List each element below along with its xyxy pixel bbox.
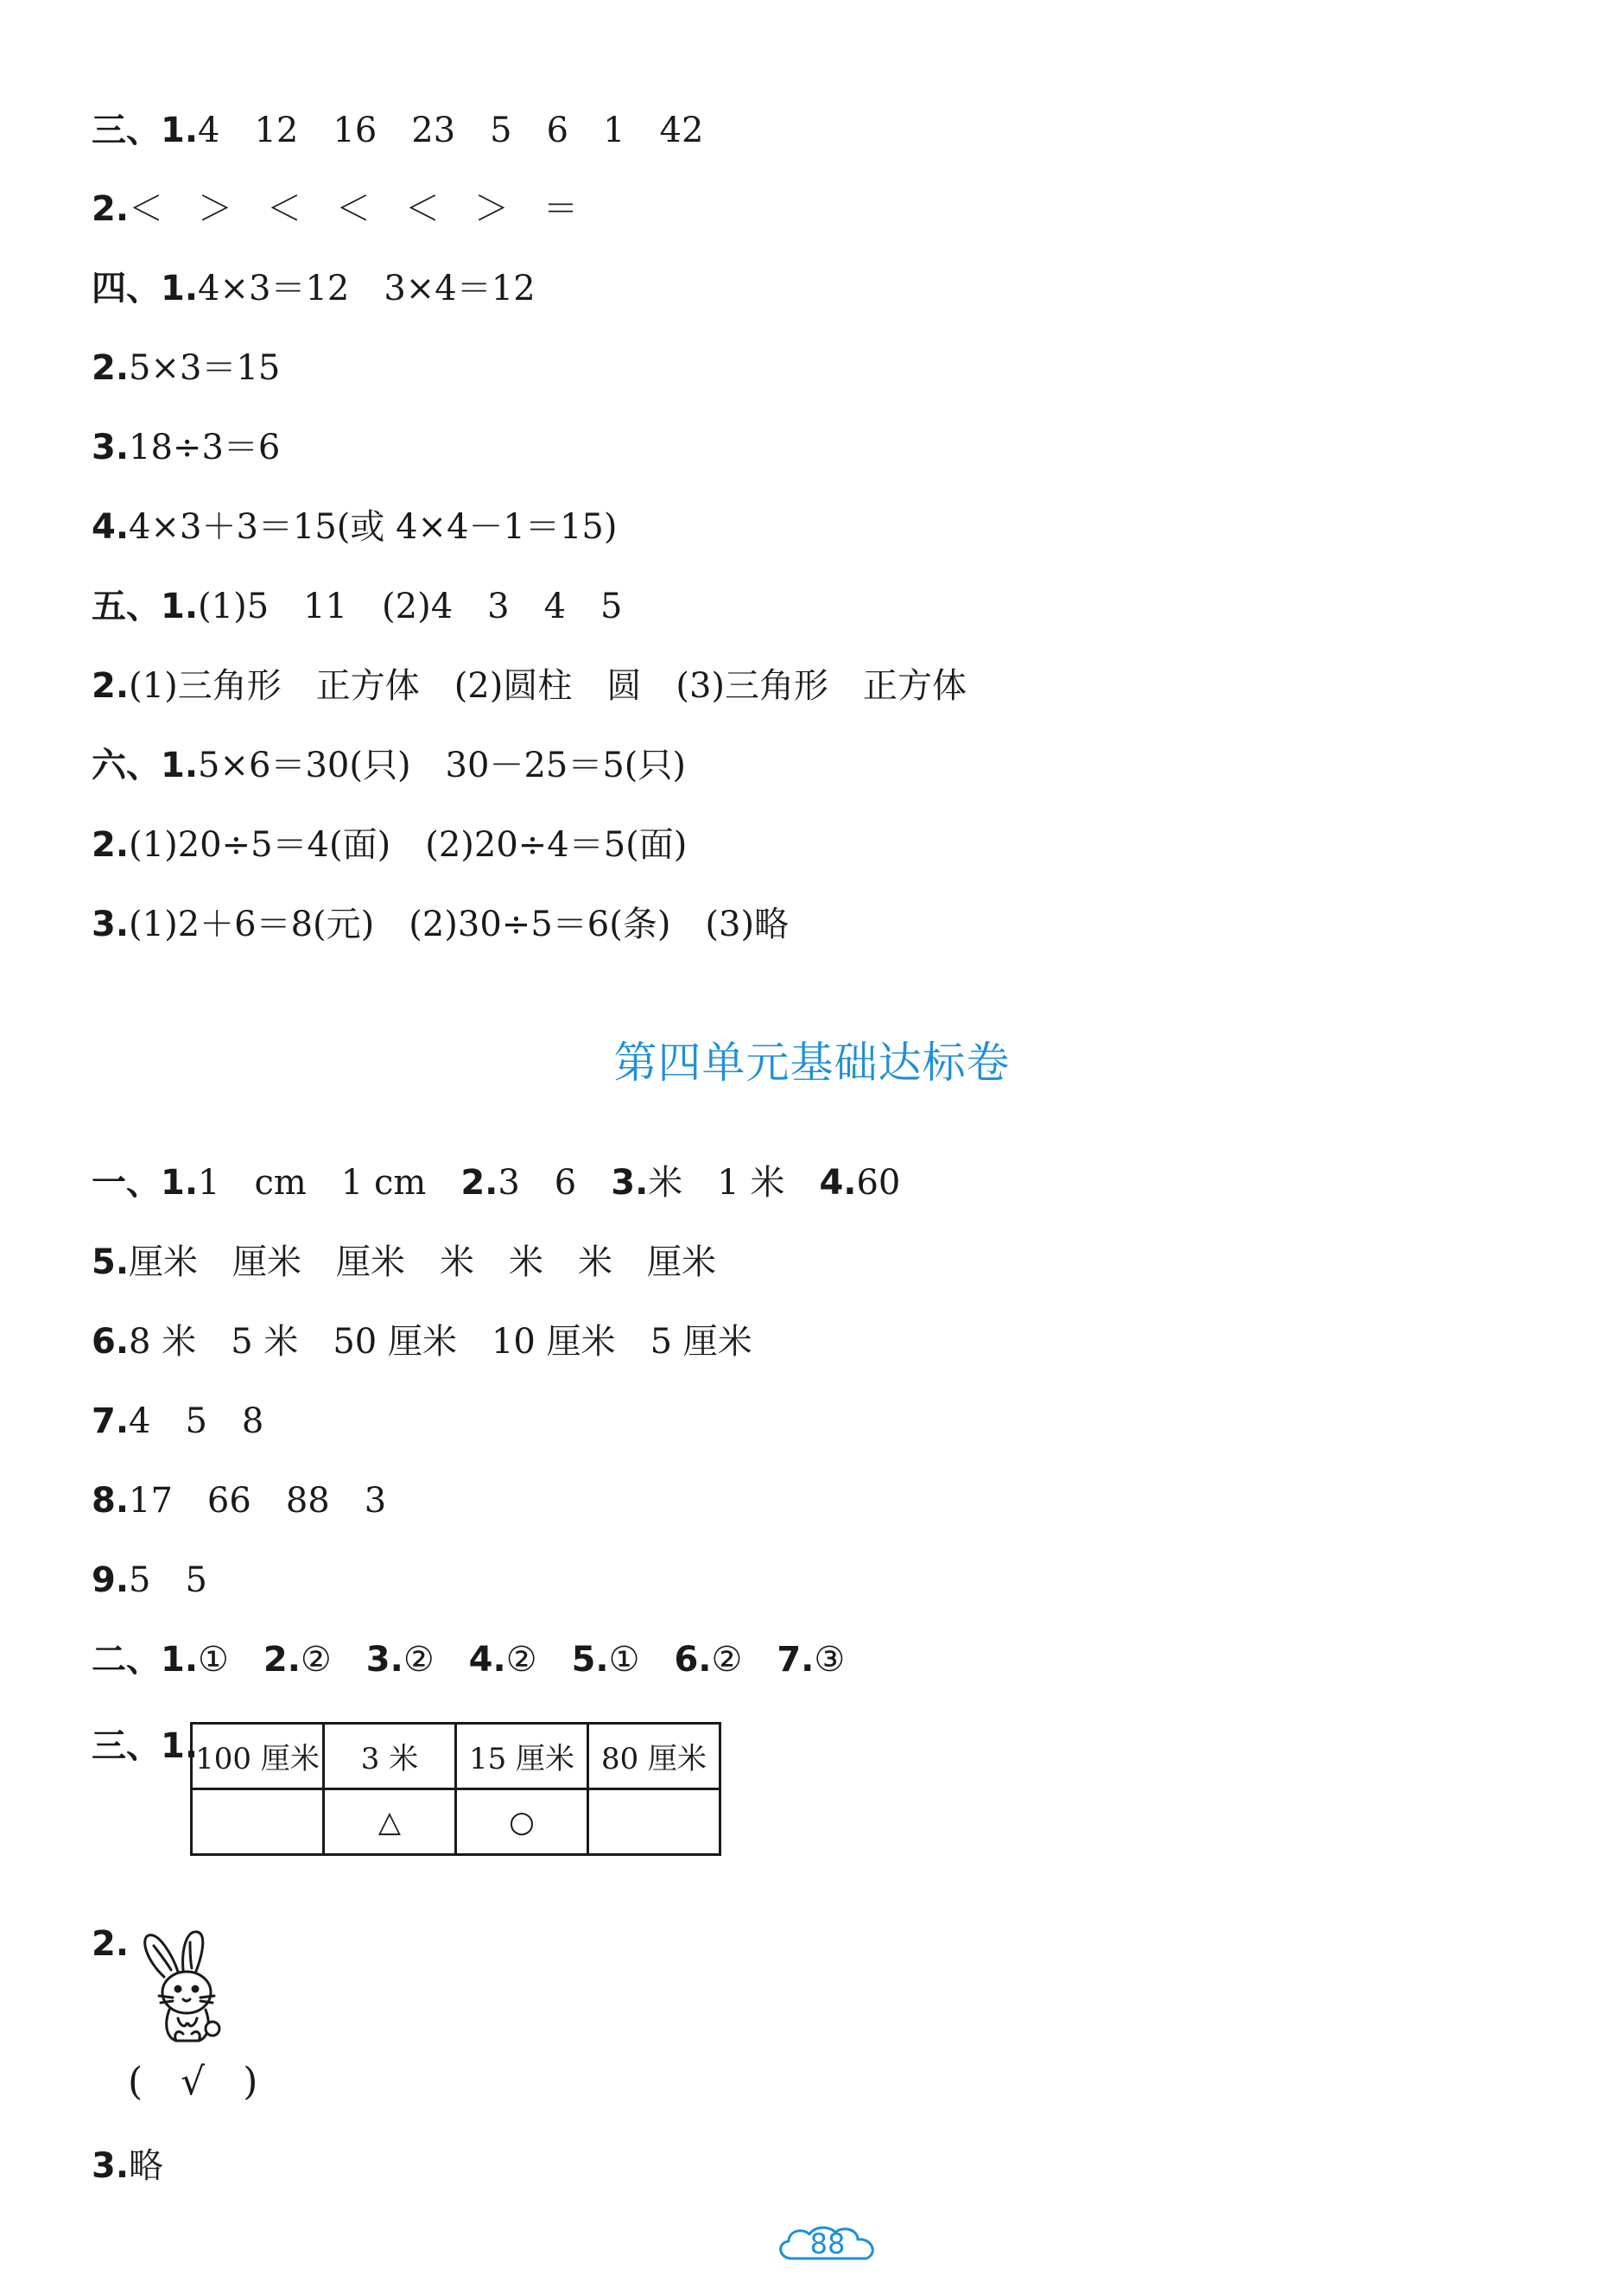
table-cell <box>192 1789 324 1855</box>
section-title: 第四单元基础达标卷 <box>613 1038 1011 1088</box>
check-answer: ( √ ) <box>128 2060 258 2104</box>
answer-line: 二、1.① 2.② 3.② 4.② 5.① 6.② 7.③ <box>92 1640 846 1680</box>
measure-table <box>190 1722 721 1856</box>
answer-line: 8.17 66 88 3 <box>92 1481 387 1521</box>
answer-line: 2.5×3＝15 <box>92 348 281 388</box>
answer-line: 2.＜ ＞ ＜ ＜ ＜ ＞ ＝ <box>92 189 579 229</box>
rabbit-icon <box>138 1927 242 2048</box>
answer-line: 6.8 米 5 米 50 厘米 10 厘米 5 厘米 <box>92 1322 752 1362</box>
answer-line: 五、1.(1)5 11 (2)4 3 4 5 <box>92 587 623 626</box>
answer-line: 4.4×3＋3＝15(或 4×4－1＝15) <box>92 507 618 547</box>
table-header-cell: 3 米 <box>324 1724 456 1789</box>
answer-line: 3.18÷3＝6 <box>92 428 281 467</box>
answer-line: 9.5 5 <box>92 1560 207 1600</box>
answer-line: 7.4 5 8 <box>92 1401 264 1441</box>
answer-line: 5.厘米 厘米 厘米 米 米 米 厘米 <box>92 1242 717 1282</box>
page-number: 88 <box>809 2227 846 2260</box>
answer-line: 六、1.5×6＝30(只) 30－25＝5(只) <box>92 746 687 785</box>
answer-line: 三、1.4 12 16 23 5 6 1 42 <box>92 111 704 150</box>
table-header-cell: 100 厘米 <box>192 1724 324 1789</box>
answer-line: 2.(1)20÷5＝4(面) (2)20÷4＝5(面) <box>92 825 688 865</box>
answer-line: 2.(1)三角形 正方体 (2)圆柱 圆 (3)三角形 正方体 <box>92 666 967 706</box>
table-cell: ○ <box>456 1789 588 1855</box>
table-cell <box>588 1789 720 1855</box>
table-cell: △ <box>324 1789 456 1855</box>
answer-line: 一、1.1 cm 1 cm 2.3 6 3.米 1 米 4.60 <box>92 1163 901 1203</box>
question-label: 三、1. <box>92 1726 199 1766</box>
question-label: 2. <box>92 1924 130 1964</box>
table-header-cell: 15 厘米 <box>456 1724 588 1789</box>
answer-line: 3.(1)2＋6＝8(元) (2)30÷5＝6(条) (3)略 <box>92 905 790 944</box>
answer-line: 四、1.4×3＝12 3×4＝12 <box>92 269 536 308</box>
table-row <box>192 1789 720 1855</box>
answer-line: 3.略 <box>92 2146 164 2186</box>
page-number-badge <box>773 2222 882 2265</box>
table-header-cell: 80 厘米 <box>588 1724 720 1789</box>
table-row <box>192 1724 720 1789</box>
